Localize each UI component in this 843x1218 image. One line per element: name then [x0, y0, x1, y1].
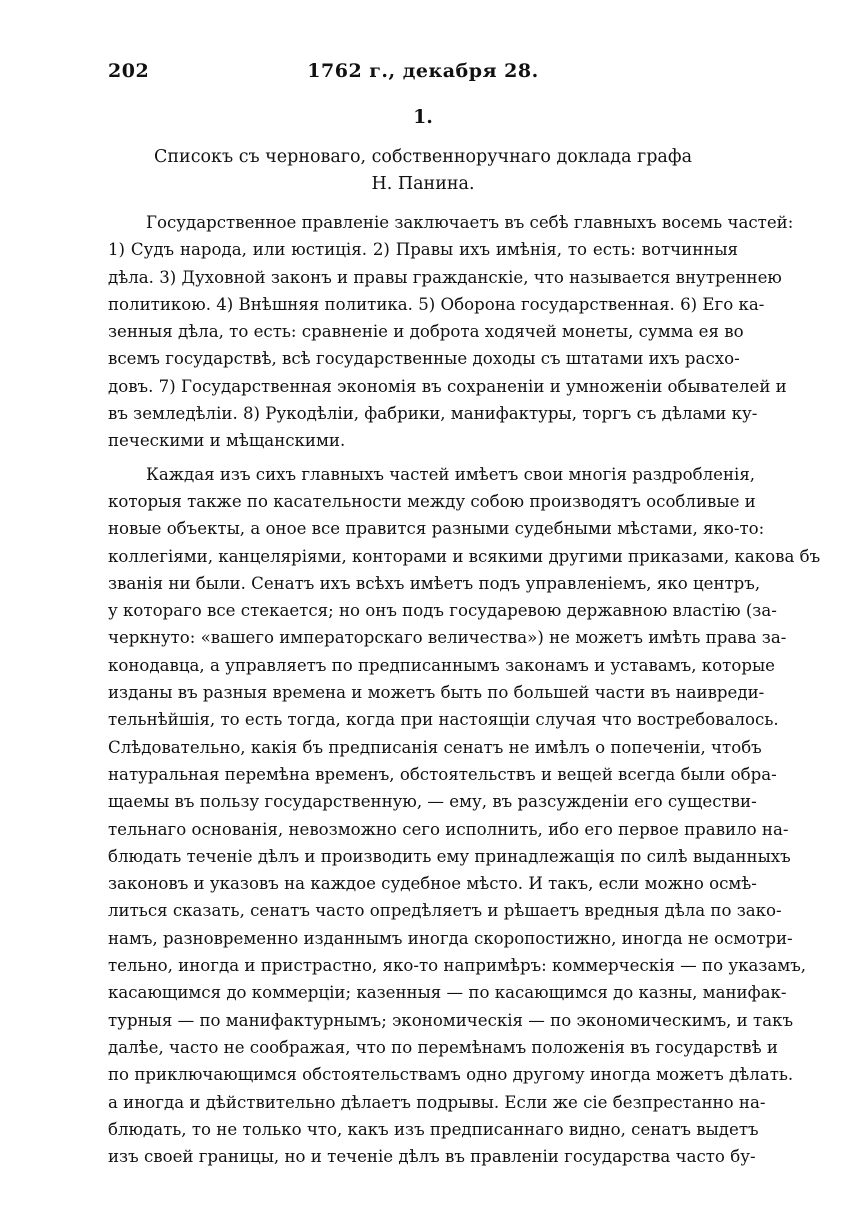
text-line: изъ своей границы, но и теченіе дѣлъ въ правленіи государства часто бу- — [108, 1147, 756, 1167]
text-line: турныя — по манифактурнымъ; экономическія — по экономическимъ, и такъ — [108, 1010, 794, 1030]
text-line: блюдать теченіе дѣлъ и производить ему принадлежащія по силѣ выданныхъ — [108, 846, 791, 866]
text-line: у котораго все стекается; но онъ подъ государевою державною властію (за- — [108, 601, 777, 621]
text-line: новые объекты, а оное все правится разными судебными мѣстами, яко-то: — [108, 519, 765, 539]
text-line: Государственное правленіе заключаетъ въ себѣ главныхъ восемь частей: — [146, 213, 794, 232]
text-line: тельнѣйшія, то есть тогда, когда при настоящіи случая что востребовалось. — [108, 710, 779, 730]
text-line: тельнаго основанія, невозможно сего исполнить, ибо его первое правило на- — [108, 819, 789, 839]
page-header — [108, 60, 738, 90]
running-head: 1762 г., декабря 28. — [307, 60, 539, 82]
text-line: а иногда и дѣйствительно дѣлаетъ подрывы. Если же сіе безпрестанно на- — [108, 1092, 766, 1112]
text-line: далѣе, часто не соображая, что по перемѣнамъ положенія въ государствѣ и — [108, 1037, 778, 1057]
text-line: печескими и мѣщанскими. — [108, 431, 346, 451]
paragraph — [108, 209, 794, 455]
text-line: политикою. 4) Внѣшняя политика. 5) Оборона государственная. 6) Его ка- — [108, 294, 765, 314]
text-line: натуральная перемѣна временъ, обстоятельствъ и вещей всегда были обра- — [108, 764, 777, 784]
text-line: всемъ государствѣ, всѣ государственные доходы съ штатами ихъ расхо- — [108, 349, 740, 369]
text-line: намъ, разновременно изданнымъ иногда скоропостижно, иногда не осмотри- — [108, 928, 793, 948]
text-line: по приключающимся обстоятельствамъ одно другому иногда можетъ дѣлать. — [108, 1065, 794, 1085]
document-title-line: Н. Панина. — [371, 174, 475, 194]
text-line: законовъ и указовъ на каждое судебное мѣсто. И такъ, если можно осмѣ- — [108, 874, 757, 894]
text-line: Слѣдовательно, какія бъ предписанія сенатъ не имѣлъ о попеченіи, чтобъ — [108, 737, 762, 757]
text-line: Каждая изъ сихъ главныхъ частей имѣетъ свои многія раздробленія, — [146, 464, 756, 484]
text-line: блюдать, то не только что, какъ изъ предписаннаго видно, сенатъ выдетъ — [108, 1119, 759, 1139]
text-line: конодавца, а управляетъ по предписаннымъ законамъ и уставамъ, которые — [108, 655, 775, 675]
text-line: званія ни были. Сенатъ ихъ всѣхъ имѣетъ подъ управленіемъ, яко центръ, — [108, 573, 761, 593]
text-line: которыя также по касательности между собою производятъ особливые и — [108, 491, 756, 511]
text-line: касающимся до коммерціи; казенныя — по касающимся до казны, манифак- — [108, 983, 787, 1003]
text-line: тельно, иногда и пристрастно, яко-то напримѣръ: коммерческія — по указамъ, — [108, 956, 807, 976]
paragraph — [108, 461, 821, 1171]
text-line: литься сказать, сенатъ часто опредѣляетъ и рѣшаетъ вредныя дѣла по зако- — [108, 901, 782, 921]
body-text — [108, 209, 821, 1170]
text-line: въ земледѣліи. 8) Рукодѣліи, фабрики, манифактуры, торгъ съ дѣлами ку- — [108, 404, 758, 424]
document-title — [108, 144, 738, 198]
text-line: зенныя дѣла, то есть: сравненіе и доброта ходячей монеты, сумма ея во — [108, 322, 744, 342]
text-line: 1) Судъ народа, или юстиція. 2) Правы ихъ имѣнія, то есть: вотчинныя — [108, 240, 738, 260]
text-line: коллегіями, канцеляріями, конторами и всякими другими приказами, какова бъ — [108, 546, 821, 566]
text-line: довъ. 7) Государственная экономія въ сохраненіи и умноженіи обывателей и — [108, 376, 787, 396]
page-number: 202 — [108, 60, 150, 82]
document-number: 1. — [413, 106, 433, 128]
text-line: дѣла. 3) Духовной законъ и правы гражданскіе, что называется внутреннею — [108, 267, 782, 287]
text-line: щаемы въ пользу государственную, — ему, въ разсужденіи его существи- — [108, 792, 757, 812]
text-line: изданы въ разныя времена и можетъ быть по большей части въ наивреди- — [108, 683, 765, 703]
document-title-line: Списокъ съ черноваго, собственноручнаго доклада графа — [154, 147, 692, 167]
text-line: черкнуто: «вашего императорскаго величества») не можетъ имѣть права за- — [108, 628, 787, 648]
